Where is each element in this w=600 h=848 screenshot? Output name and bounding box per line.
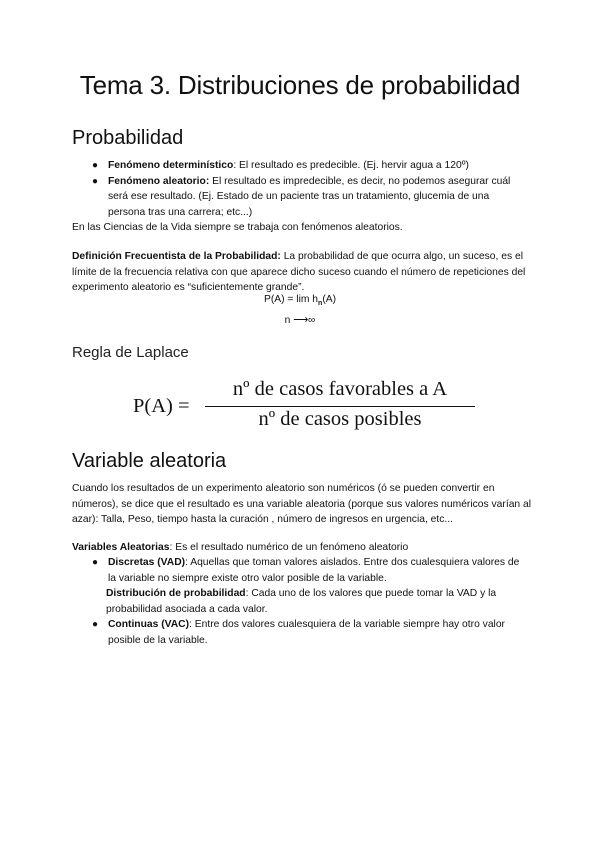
definition-text: La probabilidad de que ocurra algo, un suceso, es el límite de la frecuencia relativa con que aparece dicho suceso cuando el número de repeticiones del experimento aleatorio es “suficientemente grande”. bbox=[72, 251, 526, 293]
limit-formula-line1: $P(A) = \lim h_n(A)$ bbox=[263, 294, 337, 308]
term-deterministico: Fenómeno determinístico bbox=[108, 160, 234, 171]
formula-denominator: nº de casos posibles bbox=[258, 408, 422, 430]
section-heading-variable: Variable aleatoria bbox=[72, 450, 227, 472]
definition-text: : Aquellas que toman valores aislados. Entre dos cualesquiera valores de la variable no siempre existe otro valor posible de la variable. bbox=[108, 557, 520, 584]
variable-intro: Cuando los resultados de un experimento aleatorio son numéricos (ó se pueden convertir en números), se dice que el resultado es una variable aleatoria (porque sus valores numéricos varían al azar): Talla, Peso, tiempo hasta la curación , número de ingresos en urgencia, etc... bbox=[72, 483, 532, 525]
limit-formula-line2: n ⟶∞ bbox=[284, 314, 316, 326]
distribution-definition bbox=[106, 586, 524, 617]
variables-aleatorias-definition bbox=[72, 540, 532, 556]
term-continuas: Continuas (VAC) bbox=[108, 619, 190, 630]
term-discretas: Discretas (VAD) bbox=[108, 557, 186, 568]
definition-text: El resultado es impredecible, es decir, no podemos asegurar cuál será ese resultado. (Ej. Estado de un paciente tras un tratamiento, glucemia de una persona tras una carrera; etc...) bbox=[108, 175, 511, 218]
bullet-icon: ● bbox=[92, 619, 99, 630]
list-item bbox=[92, 174, 524, 221]
frequentist-definition bbox=[72, 249, 526, 296]
term-distribucion: Distribución de probabilidad bbox=[106, 588, 246, 599]
laplace-formula bbox=[133, 378, 473, 434]
bullet-icon: ● bbox=[92, 160, 99, 171]
definition-text: : El resultado es predecible. (Ej. hervir agua a 120º) bbox=[233, 160, 469, 171]
phenomena-list bbox=[92, 158, 524, 220]
bullet-icon: ● bbox=[92, 557, 99, 568]
life-sciences-note: En las Ciencias de la Vida siempre se trabaja con fenómenos aleatorios. bbox=[72, 222, 403, 233]
document-title: Tema 3. Distribuciones de probabilidad bbox=[79, 70, 521, 100]
list-item bbox=[92, 555, 524, 617]
definition-term: Definición Frecuentista de la Probabilidad: bbox=[72, 251, 281, 262]
section-heading-laplace: Regla de Laplace bbox=[72, 344, 189, 361]
definition-term: Variables Aleatorias bbox=[72, 542, 170, 553]
formula-numerator: nº de casos favorables a A bbox=[232, 378, 448, 400]
term-aleatorio: Fenómeno aleatorio: bbox=[108, 175, 210, 187]
definition-text: : Entre dos valores cualesquiera de la variable siempre hay otro valor posible de la variable. bbox=[108, 619, 505, 646]
definition-text: : Cada uno de los valores que puede tomar la VAD y la probabilidad asociada a cada valor. bbox=[106, 588, 497, 615]
section-heading-probabilidad: Probabilidad bbox=[72, 127, 184, 149]
variable-types-list bbox=[92, 555, 524, 648]
list-item bbox=[92, 617, 524, 648]
bullet-icon: ● bbox=[92, 175, 99, 187]
formula-lhs: P(A) = bbox=[133, 395, 190, 417]
limit-formula bbox=[200, 292, 400, 328]
list-item bbox=[92, 158, 524, 174]
definition-text: : Es el resultado numérico de un fenómeno aleatorio bbox=[169, 542, 409, 553]
fraction-bar bbox=[205, 406, 475, 407]
